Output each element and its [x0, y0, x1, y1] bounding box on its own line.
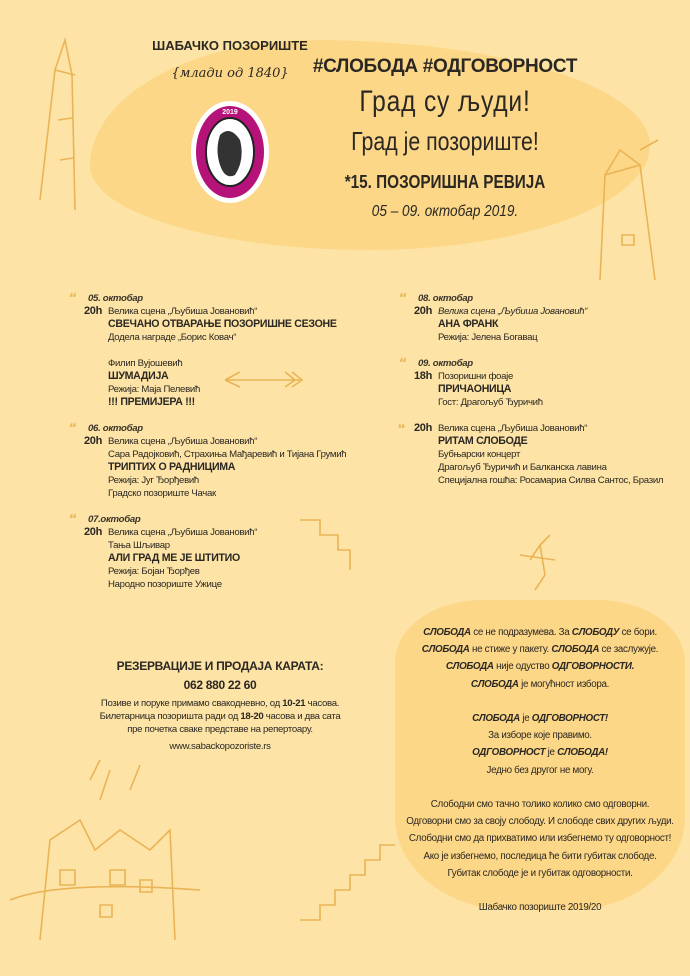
event-title: АНА ФРАНК — [438, 318, 499, 330]
bold-text: ОДГОВОРНОСТИ. — [551, 661, 635, 673]
organization-name: ШАБАЧКО ПОЗОРИШТЕ — [152, 38, 308, 53]
text-segment: Слободни смо да прихватимо или избегнемо ту одговорност! — [408, 833, 672, 845]
manifesto-line — [400, 676, 680, 693]
event-info: Позоришни фоаје — [438, 371, 513, 382]
city-doodle — [10, 760, 200, 940]
event-title: ПРИЧАОНИЦА — [438, 383, 512, 395]
manifesto-line — [400, 658, 680, 675]
event-info: Велика сцена „Љубиша Јовановић“ — [108, 527, 258, 538]
program-left-column — [68, 292, 388, 604]
bold-text: СЛОБОДА — [445, 661, 494, 673]
bold-text: СЛОБОДА — [472, 713, 520, 725]
event-info: Режија: Бојан Ђорђев — [108, 566, 200, 577]
reservations-phone[interactable]: 062 880 22 60 — [183, 678, 257, 692]
program-day — [398, 292, 688, 344]
program-day — [68, 513, 388, 591]
bold-text: СЛОБОДА — [423, 627, 471, 638]
text-segment: се не подразумева. За — [470, 627, 572, 638]
day-label — [398, 357, 688, 370]
program-event — [68, 526, 388, 591]
event-time: 20h — [413, 305, 432, 317]
bold-text: ОДГОВОРНОСТ — [472, 747, 546, 759]
event-info: Сара Радојковић, Страхиња Мађаревић и Тијана Грумић — [108, 449, 347, 460]
event-details — [108, 526, 257, 591]
manifesto-line — [400, 813, 680, 830]
manifesto-line — [400, 693, 680, 710]
svg-text:2019: 2019 — [222, 109, 238, 116]
day-date: 07.октобар — [88, 514, 141, 525]
stairs-doodle-bottom — [300, 845, 395, 920]
reservations-line — [95, 723, 345, 736]
program-event — [68, 357, 388, 409]
event-details — [108, 305, 337, 344]
program-event — [68, 305, 388, 344]
event-info: Додела награде „Борис Ковач“ — [108, 332, 237, 343]
theatre-logo — [190, 100, 270, 210]
reservations-line — [95, 697, 345, 710]
event-title: !!! ПРЕМИЈЕРА !!! — [108, 396, 195, 408]
event-info: Велика сцена „Љубиша Јовановић“ — [108, 436, 258, 447]
text-segment: часова. — [305, 698, 340, 709]
program-event — [68, 435, 388, 500]
event-info: Драгољуб Ђуричић и Балканска лавина — [438, 462, 607, 473]
event-info: Режија: Југ Ђорђевић — [108, 475, 199, 486]
event-title: ШУМАДИЈА — [108, 370, 169, 382]
event-info: Народно позориште Ужице — [108, 579, 222, 590]
text-segment: Позиве и поруке примамо свакодневно, од — [100, 698, 283, 709]
program-day — [398, 422, 688, 487]
manifesto-line — [400, 744, 680, 761]
bold-text: СЛОБОДА — [551, 644, 600, 656]
day-label — [68, 292, 388, 305]
text-segment: није одуство — [493, 661, 552, 673]
bold-text: СЛОБОДУ — [571, 627, 620, 638]
event-title: РИТАМ СЛОБОДЕ — [438, 435, 528, 447]
manifesto-line — [400, 796, 680, 813]
bold-text: СЛОБОДА — [470, 678, 519, 690]
manifesto-line — [400, 710, 680, 727]
event-info: Гост: Драгољуб Ђуричић — [438, 397, 543, 408]
quote-icon: ❛❛ — [398, 292, 405, 304]
bold-text: ОДГОВОРНОСТ! — [531, 713, 608, 725]
hashtags: #СЛОБОДА #ОДГОВОРНОСТ — [312, 56, 578, 77]
text-segment: је могућност избора. — [518, 678, 610, 690]
event-time: 18h — [413, 370, 432, 382]
festival-dates: 05 – 09. октобар 2019. — [371, 203, 519, 220]
event-info: Филип Вујошевић — [108, 358, 183, 369]
program-right-column — [398, 292, 688, 500]
day-label — [68, 422, 388, 435]
text-segment: Слободни смо тачно толико колико смо одговорни. — [430, 799, 650, 811]
manifesto-line — [400, 641, 680, 658]
day-date: 09. октобар — [418, 358, 473, 369]
event-info: Велика сцена „Љубиша Јовановић“ — [438, 423, 588, 434]
event-details — [438, 422, 663, 487]
event-title: СВЕЧАНО ОТВАРАЊЕ ПОЗОРИШНЕ СЕЗОНЕ — [108, 318, 337, 330]
day-date: 08. октобар — [418, 293, 473, 304]
event-info: Режија: Маја Пелевић — [108, 384, 200, 395]
reservations-line — [95, 710, 345, 723]
text-segment: се заслужује. — [599, 644, 659, 656]
reservations-title: РЕЗЕРВАЦИЈЕ И ПРОДАЈА КАРАТА: — [116, 659, 324, 673]
event-title: ТРИПТИХ О РАДНИЦИМА — [108, 461, 236, 473]
manifesto-line — [400, 830, 680, 847]
figure-doodle — [520, 535, 555, 590]
text-segment: не стиже у пакету. — [469, 644, 552, 656]
quote-icon: ❛❛ — [398, 357, 405, 369]
manifesto-line — [400, 865, 680, 882]
festival-title: *15. ПОЗОРИШНА РЕВИЈА — [344, 172, 546, 192]
manifesto-line — [400, 624, 680, 641]
text-segment: је — [545, 747, 558, 759]
event-info: Бубњарски концерт — [438, 449, 521, 460]
text-segment: Губитак слободе је и губитак одговорности. — [447, 867, 633, 879]
event-details — [108, 357, 200, 409]
text-segment: је — [519, 713, 532, 725]
manifesto-line — [400, 762, 680, 779]
event-details — [108, 435, 346, 500]
manifesto-line — [400, 899, 680, 916]
program-day — [68, 422, 388, 500]
manifesto-text — [400, 624, 680, 916]
event-info: Режија: Јелена Богавац — [438, 332, 538, 343]
manifesto-line — [400, 727, 680, 744]
event-time: 20h — [83, 305, 102, 317]
text-segment: се бори. — [619, 627, 657, 638]
bold-text: 10-21 — [282, 698, 306, 709]
bold-text: СЛОБОДА — [421, 644, 470, 656]
organization-tagline: {млади од 1840} — [171, 66, 289, 81]
reservations — [95, 657, 345, 753]
program-day — [68, 292, 388, 409]
event-details — [438, 305, 587, 344]
manifesto-line — [400, 779, 680, 796]
day-date: 06. октобар — [88, 423, 143, 434]
doodle-house-right — [600, 140, 658, 280]
quote-icon: ❛❛ — [398, 423, 405, 435]
program-event — [398, 370, 688, 409]
program-event — [398, 422, 688, 487]
manifesto-line — [400, 882, 680, 899]
slogan-line-1: Град су људи! — [359, 85, 531, 118]
text-segment: Билетарница позоришта ради од — [99, 711, 241, 722]
program-day — [398, 357, 688, 409]
text-segment: пре почетка сваке представе на репертоару. — [127, 724, 313, 735]
event-info: Градско позориште Чачак — [108, 488, 216, 499]
event-time: 20h — [83, 526, 102, 538]
event-info: Тања Шљивар — [108, 540, 170, 551]
event-time: 20h — [83, 435, 102, 447]
text-segment: Шабачко позориште 2019/20 — [478, 902, 602, 914]
program-event — [398, 305, 688, 344]
reservations-info — [95, 697, 345, 736]
slogan-line-2: Град је позориште! — [351, 126, 539, 156]
manifesto-line — [400, 848, 680, 865]
event-time: 20h — [413, 422, 432, 434]
day-date: 05. октобар — [88, 293, 143, 304]
website-link[interactable]: www.sabackopozoriste.rs — [169, 741, 271, 752]
text-segment: Једно без другог не могу. — [486, 764, 594, 776]
quote-icon: ❛❛ — [68, 422, 75, 434]
text-segment: Ако је избегнемо, последица ће бити губитак слободе. — [423, 850, 657, 862]
text-segment: За изборе које правимо. — [488, 730, 592, 742]
doodle-house-left — [40, 40, 75, 210]
event-title: АЛИ ГРАД МЕ ЈЕ ШТИТИО — [108, 552, 240, 564]
quote-icon: ❛❛ — [68, 292, 75, 304]
event-info: Велика сцена „Љубиша Јовановић“ — [438, 306, 588, 317]
text-segment: часова и два сата — [263, 711, 341, 722]
event-info: Велика сцена „Љубиша Јовановић“ — [108, 306, 258, 317]
text-segment: Одговорни смо за своју слободу. И слободе свих других људи. — [406, 816, 674, 828]
day-label — [68, 513, 388, 526]
quote-icon: ❛❛ — [68, 513, 75, 525]
bold-text: 18-20 — [240, 711, 264, 722]
event-details — [438, 370, 543, 409]
day-label — [398, 292, 688, 305]
bold-text: СЛОБОДА! — [557, 747, 608, 759]
event-time — [68, 357, 108, 409]
event-info: Специјална гошћа: Росамариа Силва Сантос, Бразил — [438, 475, 664, 486]
